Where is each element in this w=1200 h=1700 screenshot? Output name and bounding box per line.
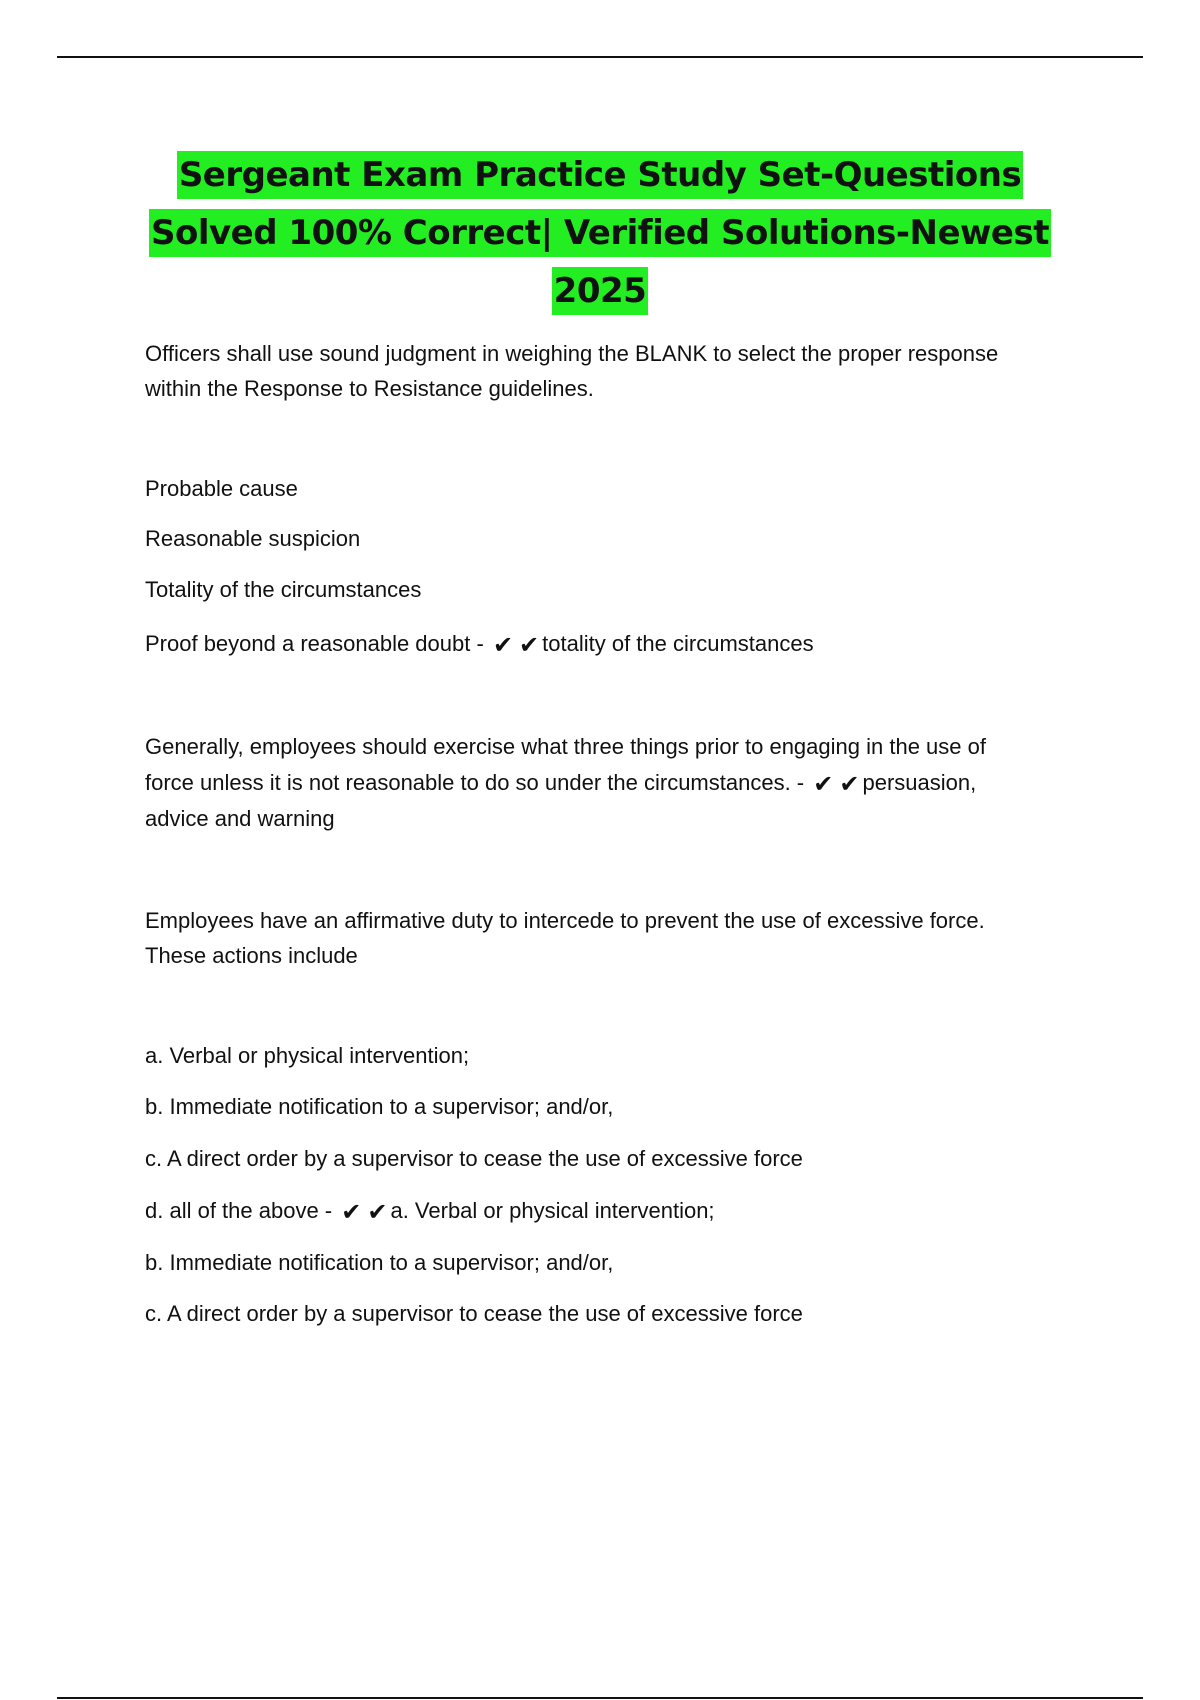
q1-question-line-1: Officers shall use sound judgment in weighing the BLANK to select the proper response [145, 341, 999, 366]
q1-answer-line [145, 626, 1085, 661]
q1-question-line-2: within the Response to Resistance guidelines. [145, 376, 594, 401]
q2-question-line-2: force unless it is not reasonable to do so under the circumstances. - [145, 770, 805, 795]
check-icon: ✔ [839, 770, 860, 798]
q1-option-2: Reasonable suspicion [145, 526, 361, 551]
q1-option-3: Totality of the circumstances [145, 577, 422, 602]
q1-answer: totality of the circumstances [542, 631, 814, 656]
q3-answer-c: c. A direct order by a supervisor to cease the use of excessive force [145, 1301, 803, 1326]
page-title [100, 146, 1100, 320]
title-line-3: 2025 [552, 267, 649, 315]
q2-answer-part-2: advice and warning [145, 806, 335, 831]
q2-answer-line [145, 765, 1085, 800]
q1-option-4: Proof beyond a reasonable doubt - [145, 631, 484, 656]
title-line-1: Sergeant Exam Practice Study Set-Questions [177, 151, 1023, 199]
bottom-divider [57, 1697, 1143, 1699]
q3-answer-line [145, 1193, 1085, 1228]
check-icon: ✔ [341, 1198, 362, 1226]
check-icon: ✔ [492, 631, 514, 659]
check-icon: ✔ [813, 770, 834, 798]
q3-option-c: c. A direct order by a supervisor to cease the use of excessive force [145, 1146, 803, 1171]
q3-option-b: b. Immediate notification to a supervisor; and/or, [145, 1094, 614, 1119]
q1-option-1: Probable cause [145, 476, 298, 501]
q3-answer-a: a. Verbal or physical intervention; [390, 1198, 715, 1223]
check-icon: ✔ [519, 631, 540, 659]
check-icon: ✔ [367, 1198, 388, 1226]
q2-question-line-1: Generally, employees should exercise what three things prior to engaging in the use of [145, 734, 986, 759]
q3-answer-b: b. Immediate notification to a supervisor; and/or, [145, 1250, 614, 1275]
q3-option-d: d. all of the above - [145, 1198, 333, 1223]
top-divider [57, 56, 1143, 58]
q3-option-a: a. Verbal or physical intervention; [145, 1043, 470, 1068]
q3-question-line-1: Employees have an affirmative duty to intercede to prevent the use of excessive force. [145, 908, 985, 933]
q2-answer-part-1: persuasion, [862, 770, 977, 795]
title-line-2: Solved 100% Correct| Verified Solutions-Newest [149, 209, 1051, 257]
q3-question-line-2: These actions include [145, 943, 358, 968]
